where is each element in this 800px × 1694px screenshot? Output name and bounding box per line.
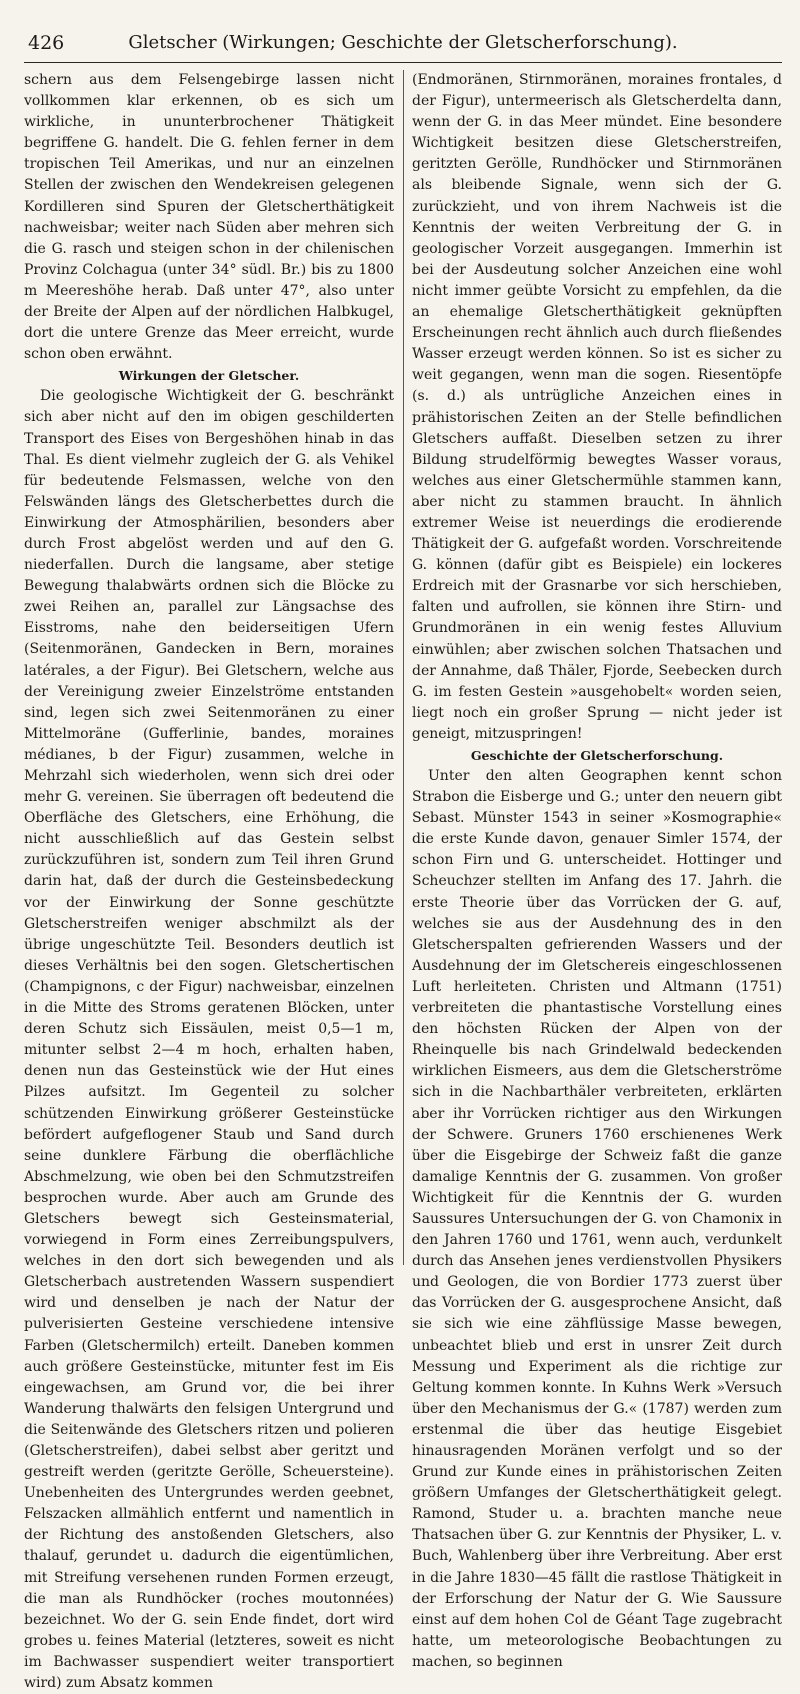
- right-paragraph-2: Unter den alten Geographen kennt schon Strabon die Eisberge und G.; unter den neuern gibt Sebast. Münster 1543 in seiner »Kosmographie« die erste Kunde davon, genauer Simler 1574, der schon Firn und G. unterscheidet. Hottinger und Scheuchzer stellten im Anfang des 17. Jahrh. die erste Theorie über das Vorrücken der G. auf, welches sie aus der Ausdehnung des in den Gletscherspalten gefrierenden Wassers und der Ausdehnung der im Gletschereis eingeschlossenen Luft herleiteten. Christen und Altmann (1751) verbreiteten die phantastische Vorstellung eines den höchsten Rücken der Alpen von der Rheinquelle bis nach Grindelwald bedeckenden wirklichen Eismeers, aus dem die Gletscherströme sich in die Nachbarthäler verbreiteten, erklärten aber ihr Vorrücken richtiger aus den Wirkungen der Schwere. Gruners 1760 erschienenes Werk über die Eisgebirge der Schweiz faßt die ganze damalige Kenntnis der G. zusammen. Von großer Wichtigkeit für die Kenntnis der G. wurden Saussures Untersuchungen der G. von Chamonix in den Jahren 1760 und 1761, wenn auch, verdunkelt durch das Ansehen jenes verdienstvollen Physikers und Geologen, die von Bordier 1773 zuerst über das Vorrücken der G. ausgesprochene Ansicht, daß sie sich wie eine zähflüssige Masse bewegen, unbeachtet blieb und erst in unsrer Zeit durch Messung und Experiment als die richtige zur Geltung kommen konnte. In Kuhns Werk »Versuch über den Mechanismus der G.« (1787) werden zum erstenmal die über das heutige Eisgebiet hinausragenden Moränen verfolgt und so der Grund zur Kunde eines in prähistorischen Zeiten größern Umfanges der Gletscherthätigkeit gelegt. Ramond, Studer u. a. brachten manche neue Thatsachen über G. zur Kenntnis der Physiker, L. v. Buch, Wahlenberg über ihre Verbreitung. Aber erst in die Jahre 1830—45 fällt die rastlose Thätigkeit in der Erforschung der Natur der G. Wie Saussure einst auf dem hohen Col de Géant Tage zugebracht hatte, um meteorologische Beobachtungen zu machen, so beginnen: [412, 768, 782, 1670]
- right-paragraph-1: (Endmoränen, Stirnmoränen, moraines frontales, d der Figur), untermeerisch als Gletscherdelta dann, wenn der G. in das Meer mündet. Eine besondere Wichtigkeit besitzen diese Gletscherstreifen, geritzten Gerölle, Rundhöcker und Stirnmoränen als bleibende Signale, wenn sich der G. zurückzieht, und von ihrem Nachweis ist die Kenntnis der weiten Verbreitung der G. in geologischer Vorzeit ausgegangen. Immerhin ist bei der Ausdeutung solcher Anzeichen eine wohl nicht immer geübte Vorsicht zu empfehlen, da die an ehemalige Gletscherthätigkeit geknüpften Erscheinungen recht ähnlich auch durch fließendes Wasser erzeugt werden können. So ist es sicher zu weit gegangen, wenn man die sogen. Riesentöpfe (s. d.) als untrügliche Anzeichen eines in prähistorischen Zeiten an der Stelle befindlichen Gletschers auffaßt. Dieselben setzen zu ihrer Bildung strudelförmig bewegtes Wasser voraus, welches aus einer Gletschermühle stammen kann, aber nicht zu stammen braucht. In ähnlich extremer Weise ist neuerdings die erodierende Thätigkeit der G. aufgefaßt worden. Vorschreitende G. können (dafür gibt es Beispiele) ein lockeres Erdreich mit der Grasnarbe vor sich herschieben, falten und aufrollen, sie können ihre Stirn- und Grundmoränen in ein wenig festes Alluvium einwühlen; aber zwischen solchen Thatsachen und der Annahme, daß Thäler, Fjorde, Seebecken durch G. im festen Gestein »ausgehobelt« worden seien, liegt noch ein großer Sprung — nicht jeder ist geneigt, mitzuspringen!: [412, 72, 782, 742]
- running-title: Gletscher (Wirkungen; Geschichte der Gletscherforschung).: [128, 32, 678, 53]
- column-divider: [403, 70, 404, 1265]
- section-heading-wirkungen: Wirkungen der Gletscher.: [118, 368, 300, 384]
- left-column: [24, 70, 394, 1692]
- right-column: [412, 70, 782, 1670]
- section-heading-geschichte: Geschichte der Gletscherforschung.: [470, 748, 724, 763]
- page-header: [24, 28, 782, 63]
- page-number: 426: [28, 32, 65, 54]
- left-paragraph-1: schern aus dem Felsengebirge lassen nicht vollkommen klar erkennen, ob es sich um wirkliche, in ununterbrochener Thätigkeit begriffene G. handelt. Die G. fehlen ferner in dem tropischen Teil Amerikas, und nur an einzelnen Stellen der zwischen den Wendekreisen gelegenen Kordilleren sind Spuren der Gletscherthätigkeit nachweisbar; weiter nach Süden aber mehren sich die G. rasch und steigen schon in der chilenischen Provinz Colchagua (unter 34° südl. Br.) bis zu 1800 m Meereshöhe herab. Daß unter 47°, also unter der Breite der Alpen auf der nördlichen Halbkugel, dort die untere Grenze das Meer erreicht, wurde schon oben erwähnt.: [24, 72, 394, 363]
- left-paragraph-2: Die geologische Wichtigkeit der G. beschränkt sich aber nicht auf den im obigen geschilderten Transport des Eises von Bergeshöhen hinab in das Thal. Es dient vielmehr zugleich der G. als Vehikel für bedeutende Felsmassen, welche von den Felswänden längs des Gletscherbettes durch die Einwirkung der Atmosphärilien, besonders aber durch Frost abgelöst werden und auf den G. niederfallen. Durch die langsame, aber stetige Bewegung thalabwärts ordnen sich die Blöcke zu zwei Reihen an, parallel zur Längsachse des Eisstroms, nahe den beiderseitigen Ufern (Seitenmoränen, Gandecken in Bern, moraines latérales, a der Figur). Bei Gletschern, welche aus der Vereinigung zweier Einzelströme entstanden sind, legen sich zwei Seitenmoränen zu einer Mittelmoräne (Gufferlinie, bandes, moraines médianes, b der Figur) zusammen, welche in Mehrzahl sich wiederholen, wenn sich drei oder mehr G. vereinen. Sie überragen oft bedeutend die Oberfläche des Gletschers, eine Erhöhung, die nicht ausschließlich auf das Gestein selbst zurückzuführen ist, sondern zum Teil ihren Grund darin hat, daß der durch die Gesteinsbedeckung vor der Einwirkung der Sonne geschützte Gletscherstreifen weniger abschmilzt als der übrige ungeschützte Teil. Besonders deutlich ist dieses Verhältnis bei den sogen. Gletschertischen (Champignons, c der Figur) nachweisbar, einzelnen in die Mitte des Stroms geratenen Blöcken, unter deren Schutz sich Eissäulen, meist 0,5—1 m, mitunter selbst 2—4 m hoch, erhalten haben, denen nun das Gesteinstück wie der Hut eines Pilzes aufsitzt. Im Gegenteil zu solcher schützenden Einwirkung größerer Gesteinstücke befördert aufgeflogener Staub und Sand durch seine dunklere Färbung die oberflächliche Abschmelzung, wie oben bei den Schmutzstreifen besprochen wurde. Aber auch am Grunde des Gletschers bewegt sich Gesteinsmaterial, vorwiegend in Form eines Zerreibungspulvers, welches in den dort sich bewegenden und als Gletscherbach austretenden Wassern suspendiert wird und denselben je nach der Natur der pulverisierten Gesteine verschiedene intensive Farben (Gletschermilch) erteilt. Daneben kommen auch größere Gesteinstücke, mitunter fest im Eis eingewachsen, am Grund vor, die bei ihrer Wanderung thalwärts den felsigen Untergrund und die Seitenwände des Gletschers ritzen und polieren (Gletscherstreifen), dabei selbst aber geritzt und gestreift werden (geritzte Gerölle, Scheuersteine). Unebenheiten des Untergrundes werden geebnet, Felszacken allmählich entfernt und namentlich in der Richtung des anstoßenden Gletschers, also thalauf, gerundet u. dadurch die eigentümlichen, mit Streifung versehenen runden Formen erzeugt, die man als Rundhöcker (roches moutonnées) bezeichnet. Wo der G. sein Ende findet, dort wird grobes u. feines Material (letzteres, soweit es nicht im Bachwasser suspendiert weiter transportiert wird) zum Absatz kommen: [24, 388, 394, 1692]
- text-columns: [24, 70, 782, 1692]
